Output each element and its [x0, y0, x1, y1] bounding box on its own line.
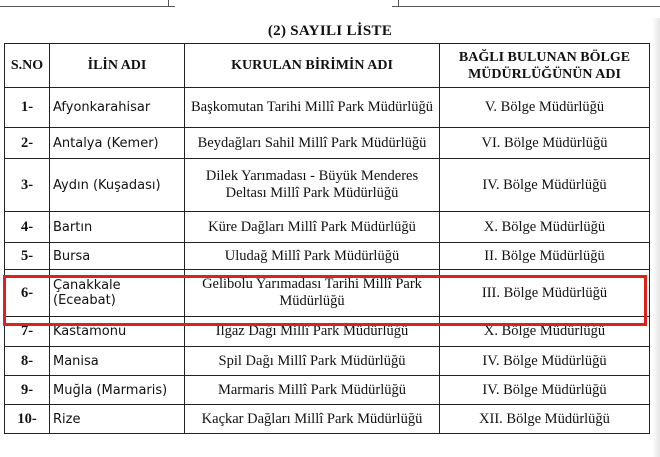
row-birim: Ilgaz Dağı Millî Park Müdürlüğü: [185, 317, 440, 347]
row-no: 5-: [5, 243, 50, 270]
row-il: Manisa: [50, 347, 185, 376]
row-bolge: IV. Bölge Müdürlüğü: [440, 376, 650, 405]
row-birim: Kaçkar Dağları Millî Park Müdürlüğü: [185, 405, 440, 434]
top-rule-tick-left: [168, 0, 169, 7]
list-title: (2) SAYILI LİSTE: [267, 23, 393, 39]
row-birim: Spil Dağı Millî Park Müdürlüğü: [185, 347, 440, 376]
header-bolge: BAĞLI BULUNAN BÖLGE MÜDÜRLÜĞÜNÜN ADI: [440, 44, 650, 88]
table-row: [5, 212, 650, 243]
row-il: Kastamonu: [50, 317, 185, 347]
row-il: Aydın (Kuşadası): [50, 159, 185, 212]
row-bolge: V. Bölge Müdürlüğü: [440, 88, 650, 128]
row-bolge: XII. Bölge Müdürlüğü: [440, 405, 650, 434]
table-row: [5, 243, 650, 270]
row-bolge: IV. Bölge Müdürlüğü: [440, 347, 650, 376]
row-il: Antalya (Kemer): [50, 128, 185, 159]
park-directorates-table: [4, 43, 650, 434]
page-edge-shadow: [652, 18, 660, 457]
row-il: Bartın: [50, 212, 185, 243]
row-birim: Dilek Yarımadası - Büyük Menderes Deltası Millî Park Müdürlüğü: [185, 159, 440, 212]
header-birim: KURULAN BİRİMİN ADI: [185, 44, 440, 88]
table-row: [5, 317, 650, 347]
row-no: 3-: [5, 159, 50, 212]
table-row: [5, 376, 650, 405]
row-no: 6-: [5, 270, 50, 317]
row-no: 1-: [5, 88, 50, 128]
row-no: 10-: [5, 405, 50, 434]
row-birim: Uludağ Millî Park Müdürlüğü: [185, 243, 440, 270]
row-bolge: X. Bölge Müdürlüğü: [440, 317, 650, 347]
row-bolge: II. Bölge Müdürlüğü: [440, 243, 650, 270]
table-row: [5, 128, 650, 159]
table-row: [5, 88, 650, 128]
row-bolge: IV. Bölge Müdürlüğü: [440, 159, 650, 212]
row-no: 9-: [5, 376, 50, 405]
header-row: [5, 44, 650, 88]
table-row-highlighted: [5, 270, 650, 317]
table-row: [5, 347, 650, 376]
row-il: Rize: [50, 405, 185, 434]
row-il: Bursa: [50, 243, 185, 270]
row-no: 8-: [5, 347, 50, 376]
table-row: [5, 159, 650, 212]
row-no: 7-: [5, 317, 50, 347]
row-il: Muğla (Marmaris): [50, 376, 185, 405]
row-no: 4-: [5, 212, 50, 243]
top-rule-right: [392, 6, 660, 7]
row-birim: Marmaris Millî Park Müdürlüğü: [185, 376, 440, 405]
row-bolge: III. Bölge Müdürlüğü: [440, 270, 650, 317]
row-bolge: VI. Bölge Müdürlüğü: [440, 128, 650, 159]
top-rule-left: [0, 6, 175, 7]
row-birim: Beydağları Sahil Millî Park Müdürlüğü: [185, 128, 440, 159]
row-birim: Küre Dağları Millî Park Müdürlüğü: [185, 212, 440, 243]
top-border-lines: [0, 0, 660, 18]
row-il: Afyonkarahisar: [50, 88, 185, 128]
header-il: İLİN ADI: [50, 44, 185, 88]
row-il: Çanakkale (Eceabat): [50, 270, 185, 317]
row-bolge: X. Bölge Müdürlüğü: [440, 212, 650, 243]
row-birim: Gelibolu Yarımadası Tarihi Millî Park Müdürlüğü: [185, 270, 440, 317]
row-no: 2-: [5, 128, 50, 159]
table-row: [5, 405, 650, 434]
header-no: S.NO: [5, 44, 50, 88]
row-birim: Başkomutan Tarihi Millî Park Müdürlüğü: [185, 88, 440, 128]
